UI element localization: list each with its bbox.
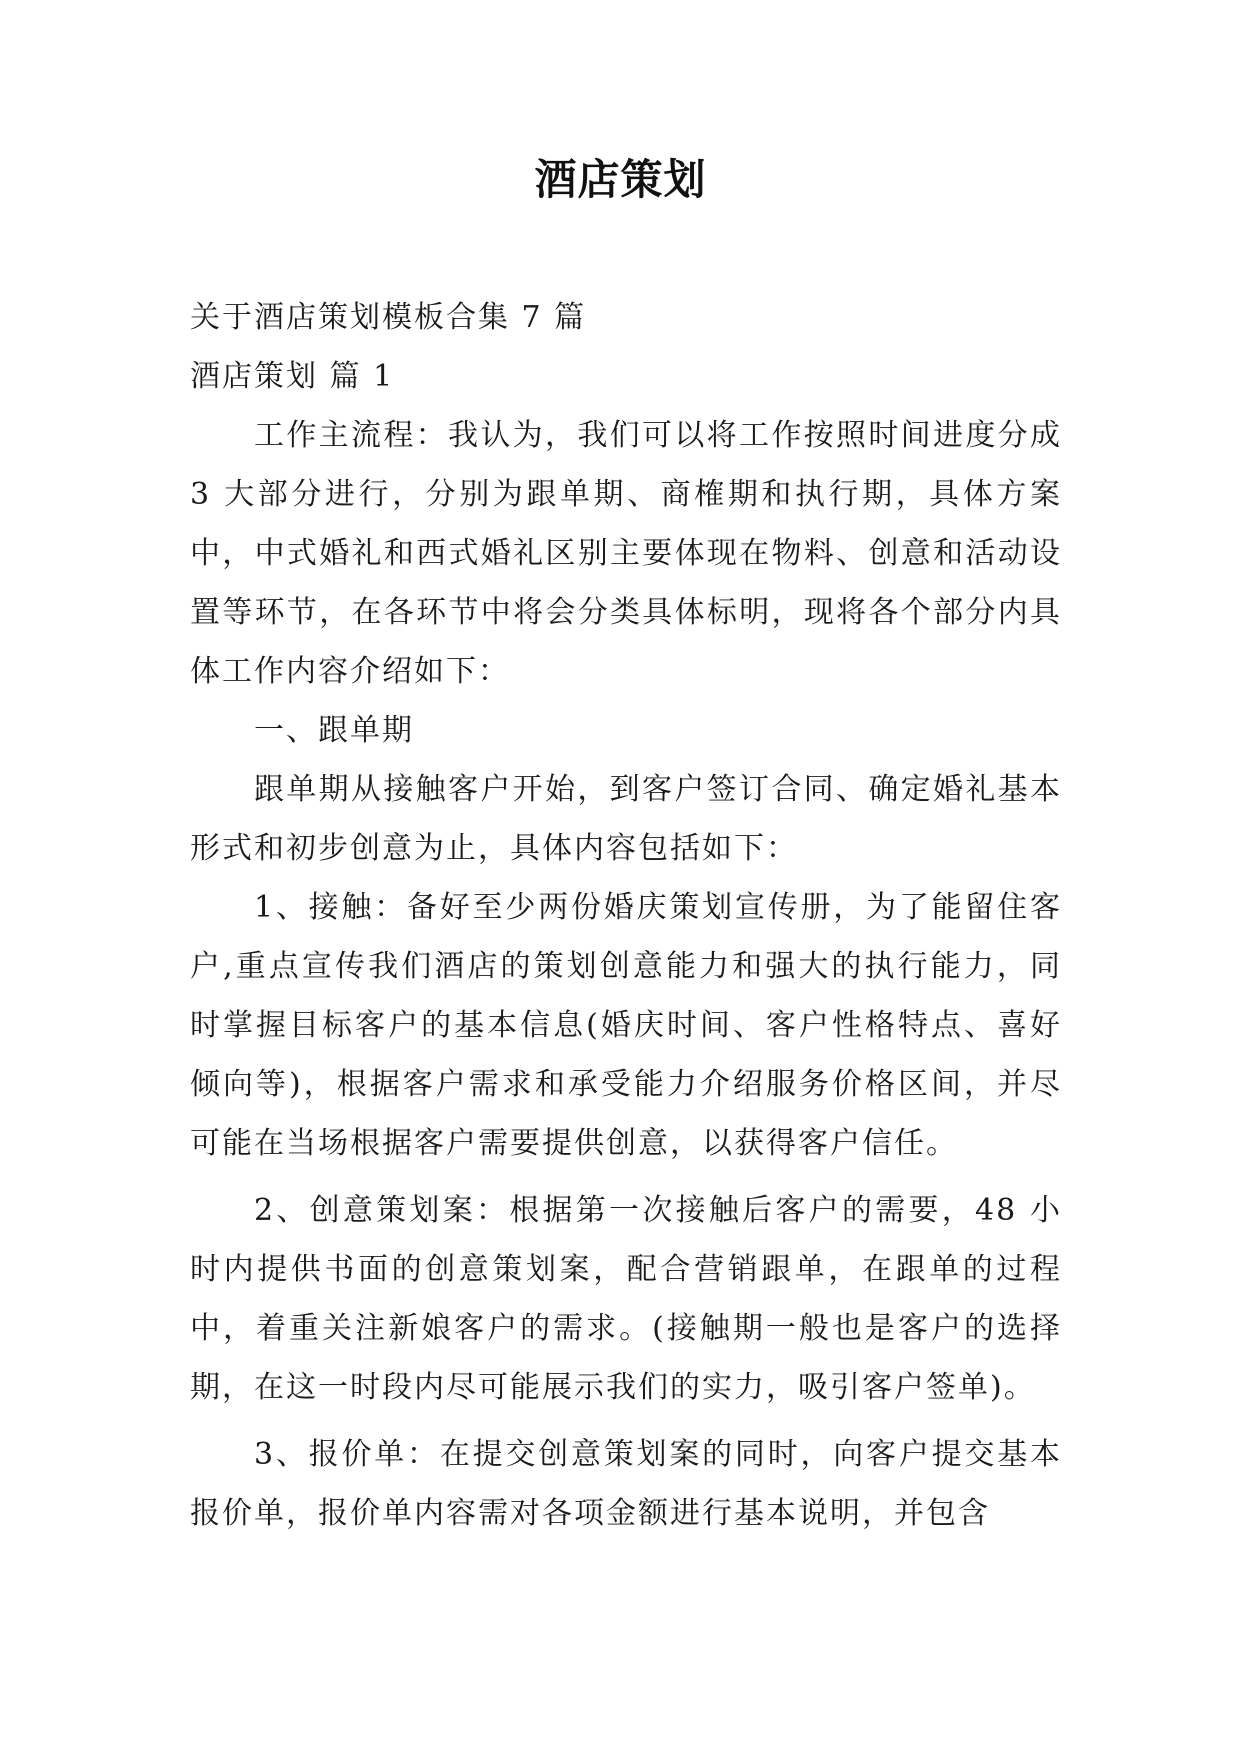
document-body	[190, 288, 1062, 1543]
document-subtitle: 关于酒店策划模板合集 7 篇	[190, 300, 587, 335]
section-heading: 酒店策划 篇 1	[190, 359, 395, 394]
paragraph-creative-plan: 2、创意策划案：根据第一次接触后客户的需要，48 小时内提供书面的创意策划案，配合营销跟单，在跟单的过程中，着重关注新娘客户的需求。(接触期一般也是客户的选择期，在这一时段内尽可能展示我们的实力，吸引客户签单)。	[190, 1193, 1062, 1405]
paragraph-quotation: 3、报价单：在提交创意策划案的同时，向客户提交基本报价单，报价单内容需对各项金额进行基本说明，并包含	[190, 1437, 1062, 1531]
paragraph-contact: 1、接触：备好至少两份婚庆策划宣传册，为了能留住客户,重点宣传我们酒店的策划创意能力和强大的执行能力，同时掌握目标客户的基本信息(婚庆时间、客户性格特点、喜好倾向等)，根据客户需求和承受能力介绍服务价格区间，并尽可能在当场根据客户需要提供创意，以获得客户信任。	[190, 890, 1062, 1161]
paragraph-workflow: 工作主流程：我认为，我们可以将工作按照时间进度分成 3 大部分进行，分别为跟单期、商榷期和执行期，具体方案中，中式婚礼和西式婚礼区别主要体现在物料、创意和活动设置等环节，在各环节中将会分类具体标明，现将各个部分内具体工作内容介绍如下：	[190, 418, 1062, 689]
heading-follow-up-phase: 一、跟单期	[254, 713, 414, 748]
paragraph-follow-up-phase: 跟单期从接触客户开始，到客户签订合同、确定婚礼基本形式和初步创意为止，具体内容包括如下：	[190, 772, 1062, 866]
document-title: 酒店策划	[534, 155, 707, 204]
